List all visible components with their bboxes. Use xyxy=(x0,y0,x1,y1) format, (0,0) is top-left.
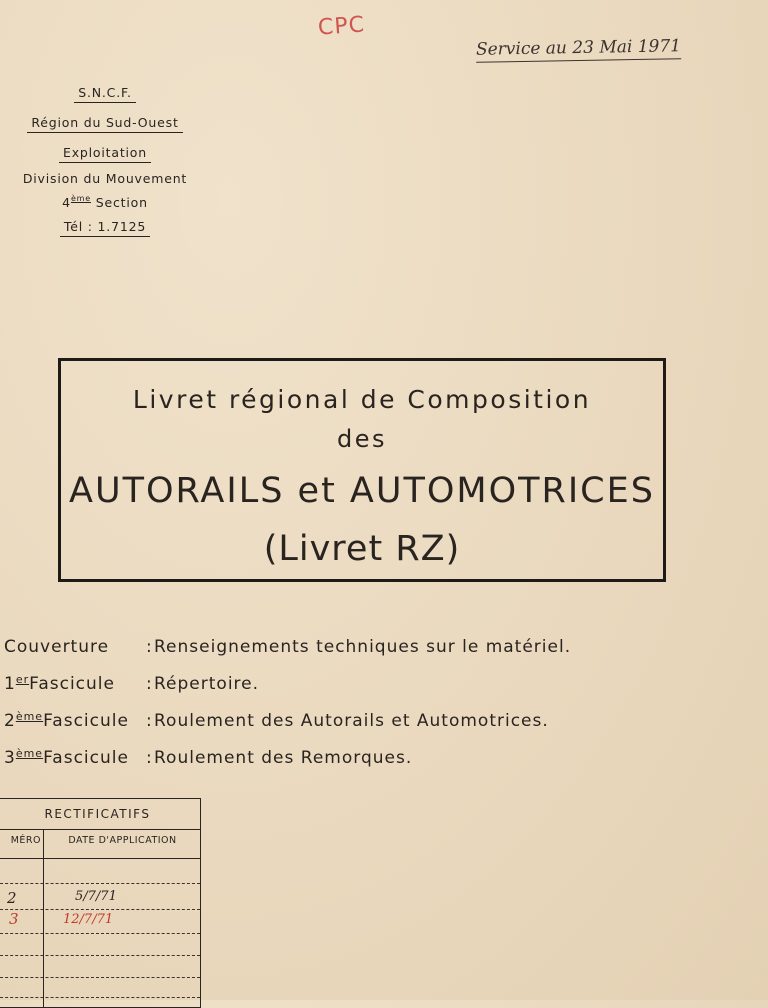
handwritten-annotation: CPC xyxy=(317,12,366,41)
contents-item: 2èmeFascicule :Roulement des Autorails et Automotrices. xyxy=(4,710,549,731)
table-row-line xyxy=(0,955,200,956)
rectificatifs-title: RECTIFICATIFS xyxy=(0,799,200,830)
table-row-line xyxy=(0,997,200,998)
table-row-date: 12/7/71 xyxy=(63,912,114,927)
contents-item: 3èmeFascicule :Roulement des Remorques. xyxy=(4,747,413,768)
column-header-numero: MÉRO xyxy=(10,835,41,846)
table-row-line xyxy=(0,977,200,978)
region-name: Région du Sud-Ouest xyxy=(0,108,210,138)
title-main: AUTORAILS et AUTOMOTRICES xyxy=(69,471,655,511)
title-subtitle: (Livret RZ) xyxy=(263,529,461,569)
contents-item: Couverture :Renseignements techniques sur le matériel. xyxy=(4,637,572,657)
contents-item: 1erFascicule :Répertoire. xyxy=(4,673,260,694)
table-row-line xyxy=(0,909,200,910)
contents-list xyxy=(4,636,571,784)
rectificatifs-table xyxy=(0,798,201,1008)
table-row-line xyxy=(0,933,200,934)
telephone: Tél : 1.7125 xyxy=(0,212,210,242)
table-row-numero: 2 xyxy=(7,889,17,907)
column-header-date: DATE D'APPLICATION xyxy=(68,835,177,846)
service-date: Service au 23 Mai 1971 xyxy=(476,36,681,63)
sender-header xyxy=(0,78,210,242)
division: Division du Mouvement xyxy=(22,171,188,186)
title-line-2: des xyxy=(336,425,387,453)
column-divider xyxy=(43,829,44,1007)
table-row-line xyxy=(0,883,200,884)
title-line-1: Livret régional de Composition xyxy=(132,385,592,414)
section: 4ème Section xyxy=(62,194,148,210)
table-row-numero: 3 xyxy=(9,910,19,928)
org-name: S.N.C.F. xyxy=(0,78,210,108)
title-frame xyxy=(58,358,666,582)
table-row-date: 5/7/71 xyxy=(75,889,117,904)
header-divider xyxy=(0,858,200,859)
exploitation: Exploitation xyxy=(0,138,210,168)
